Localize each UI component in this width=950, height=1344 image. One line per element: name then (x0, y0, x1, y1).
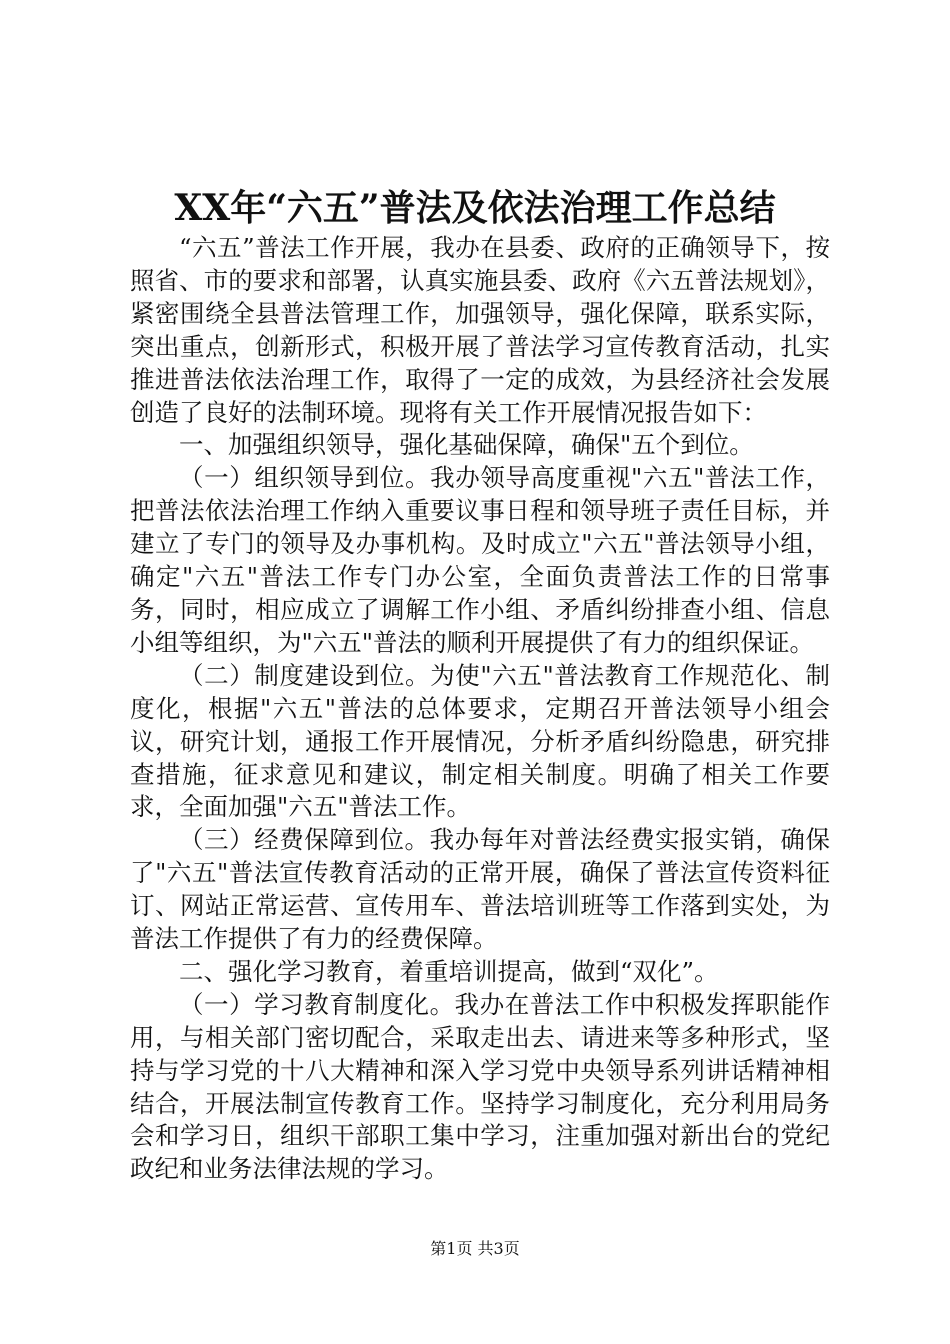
section-heading-1: 一、加强组织领导，强化基础保障，确保"五个到位。 (179, 430, 754, 460)
paragraph-funding: （三）经费保障到位。我办每年对普法经费实报实销，确保了"六五"普法宣传教育活动的正常开展，确保了普法宣传资料征订、网站正常运营、宣传用车、普法培训班等工作落到实处，为普法工作提供了有力的经费保障。 (130, 825, 830, 954)
section-heading-2: 二、强化学习教育，着重培训提高，做到“双化”。 (179, 956, 719, 986)
page-footer: 第1页 共3页 (430, 1239, 520, 1258)
document-title: XX年“六五”普法及依法治理工作总结 (174, 187, 776, 229)
paragraph-study-education: （一）学习教育制度化。我办在普法工作中积极发挥职能作用，与相关部门密切配合，采取走出去、请进来等多种形式，坚持与学习党的十八大精神和深入学习党中央领导系列讲话精神相结合，开展法制宣传教育工作。坚持学习制度化，充分利用局务会和学习日，组织干部职工集中学习，注重加强对新出台的党纪政纪和业务法律法规的学习。 (130, 989, 830, 1184)
document-body (130, 232, 830, 1186)
paragraph-system-building: （二）制度建设到位。为使"六五"普法教育工作规范化、制度化，根据"六五"普法的总体要求，定期召开普法领导小组会议，研究计划，通报工作开展情况，分析矛盾纠纷隐患，研究排查措施，征求意见和建议，制定相关制度。明确了相关工作要求，全面加强"六五"普法工作。 (130, 660, 830, 822)
paragraph-organization: （一）组织领导到位。我办领导高度重视"六五"普法工作，把普法依法治理工作纳入重要议事日程和领导班子责任目标，并建立了专门的领导及办事机构。及时成立"六五"普法领导小组，确定"六五"普法工作专门办公室，全面负责普法工作的日常事务，同时，相应成立了调解工作小组、矛盾纠纷排查小组、信息小组等组织，为"六五"普法的顺利开展提供了有力的组织保证。 (130, 463, 830, 657)
intro-paragraph: “六五”普法工作开展，我办在县委、政府的正确领导下，按照省、市的要求和部署，认真实施县委、政府《六五普法规划》，紧密围绕全县普法管理工作，加强领导，强化保障，联系实际，突出重点，创新形式，积极开展了普法学习宣传教育活动，扎实推进普法依法治理工作，取得了一定的成效，为县经济社会发展创造了良好的法制环境。现将有关工作开展情况报告如下： (130, 233, 830, 427)
